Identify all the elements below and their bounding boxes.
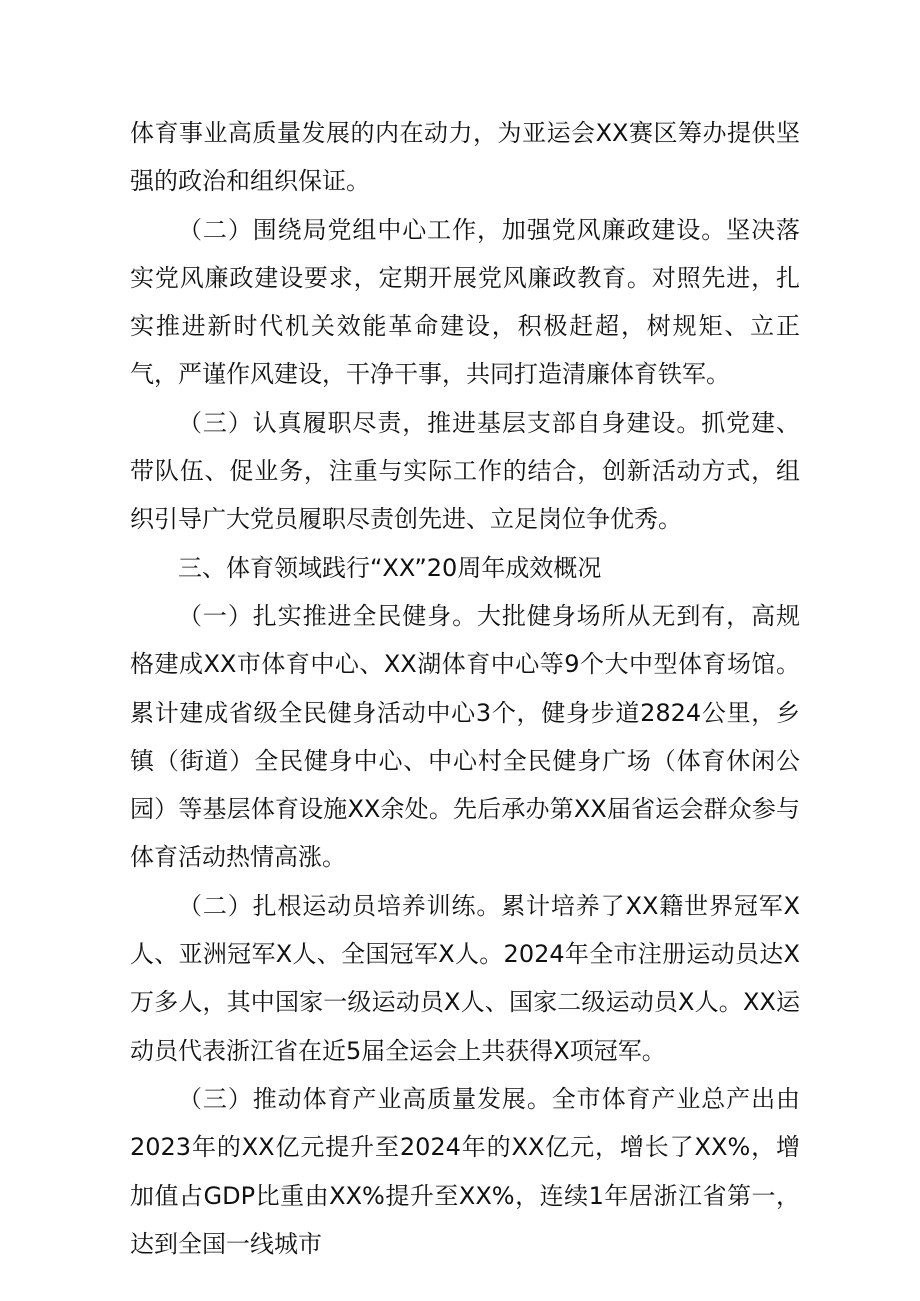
paragraph-party-conduct: （二）围绕局党组中心工作，加强党风廉政建设。坚决落实党风廉政建设要求，定期开展党风廉政教育。对照先进，扎实推进新时代机关效能革命建设，积极赶超，树规矩、立正气，严谨作风建设，干净干事，共同打造清廉体育铁军。: [130, 215, 800, 389]
paragraph-fitness: （一）扎实推进全民健身。大批健身场所从无到有，高规格建成XX市体育中心、XX湖体育中心等9个大中型体育场馆。累计建成省级全民健身活动中心3个，健身步道2824公里，乡镇（街道）全民健身中心、中心村全民健身广场（体育休闲公园）等基层体育设施XX余处。先后承办第XX届省运会群众参与体育活动热情高涨。: [130, 601, 800, 872]
paragraph-athlete-training: （二）扎根运动员培养训练。累计培养了XX籍世界冠军X人、亚洲冠军X人、全国冠军X人。2024年全市注册运动员达X万多人，其中国家一级运动员X人、国家二级运动员X人。XX运动员代表浙江省在近5届全运会上共获得X项冠军。: [130, 891, 800, 1065]
paragraph-branch-building: （三）认真履职尽责，推进基层支部自身建设。抓党建、带队伍、促业务，注重与实际工作的结合，创新活动方式，组织引导广大党员履职尽责创先进、立足岗位争优秀。: [130, 408, 800, 534]
paragraph-sports-industry: （三）推动体育产业高质量发展。全市体育产业总产出由2023年的XX亿元提升至2024年的XX亿元，增长了XX%，增加值占GDP比重由XX%提升至XX%，连续1年居浙江省第一，达到全国一线城市: [130, 1084, 800, 1258]
section-heading-achievements: 三、体育领域践行“XX”20周年成效概况: [178, 553, 602, 582]
paragraph-continuation: 体育事业高质量发展的内在动力，为亚运会XX赛区筹办提供坚强的政治和组织保证。: [130, 119, 800, 196]
document-body: [130, 109, 800, 1268]
